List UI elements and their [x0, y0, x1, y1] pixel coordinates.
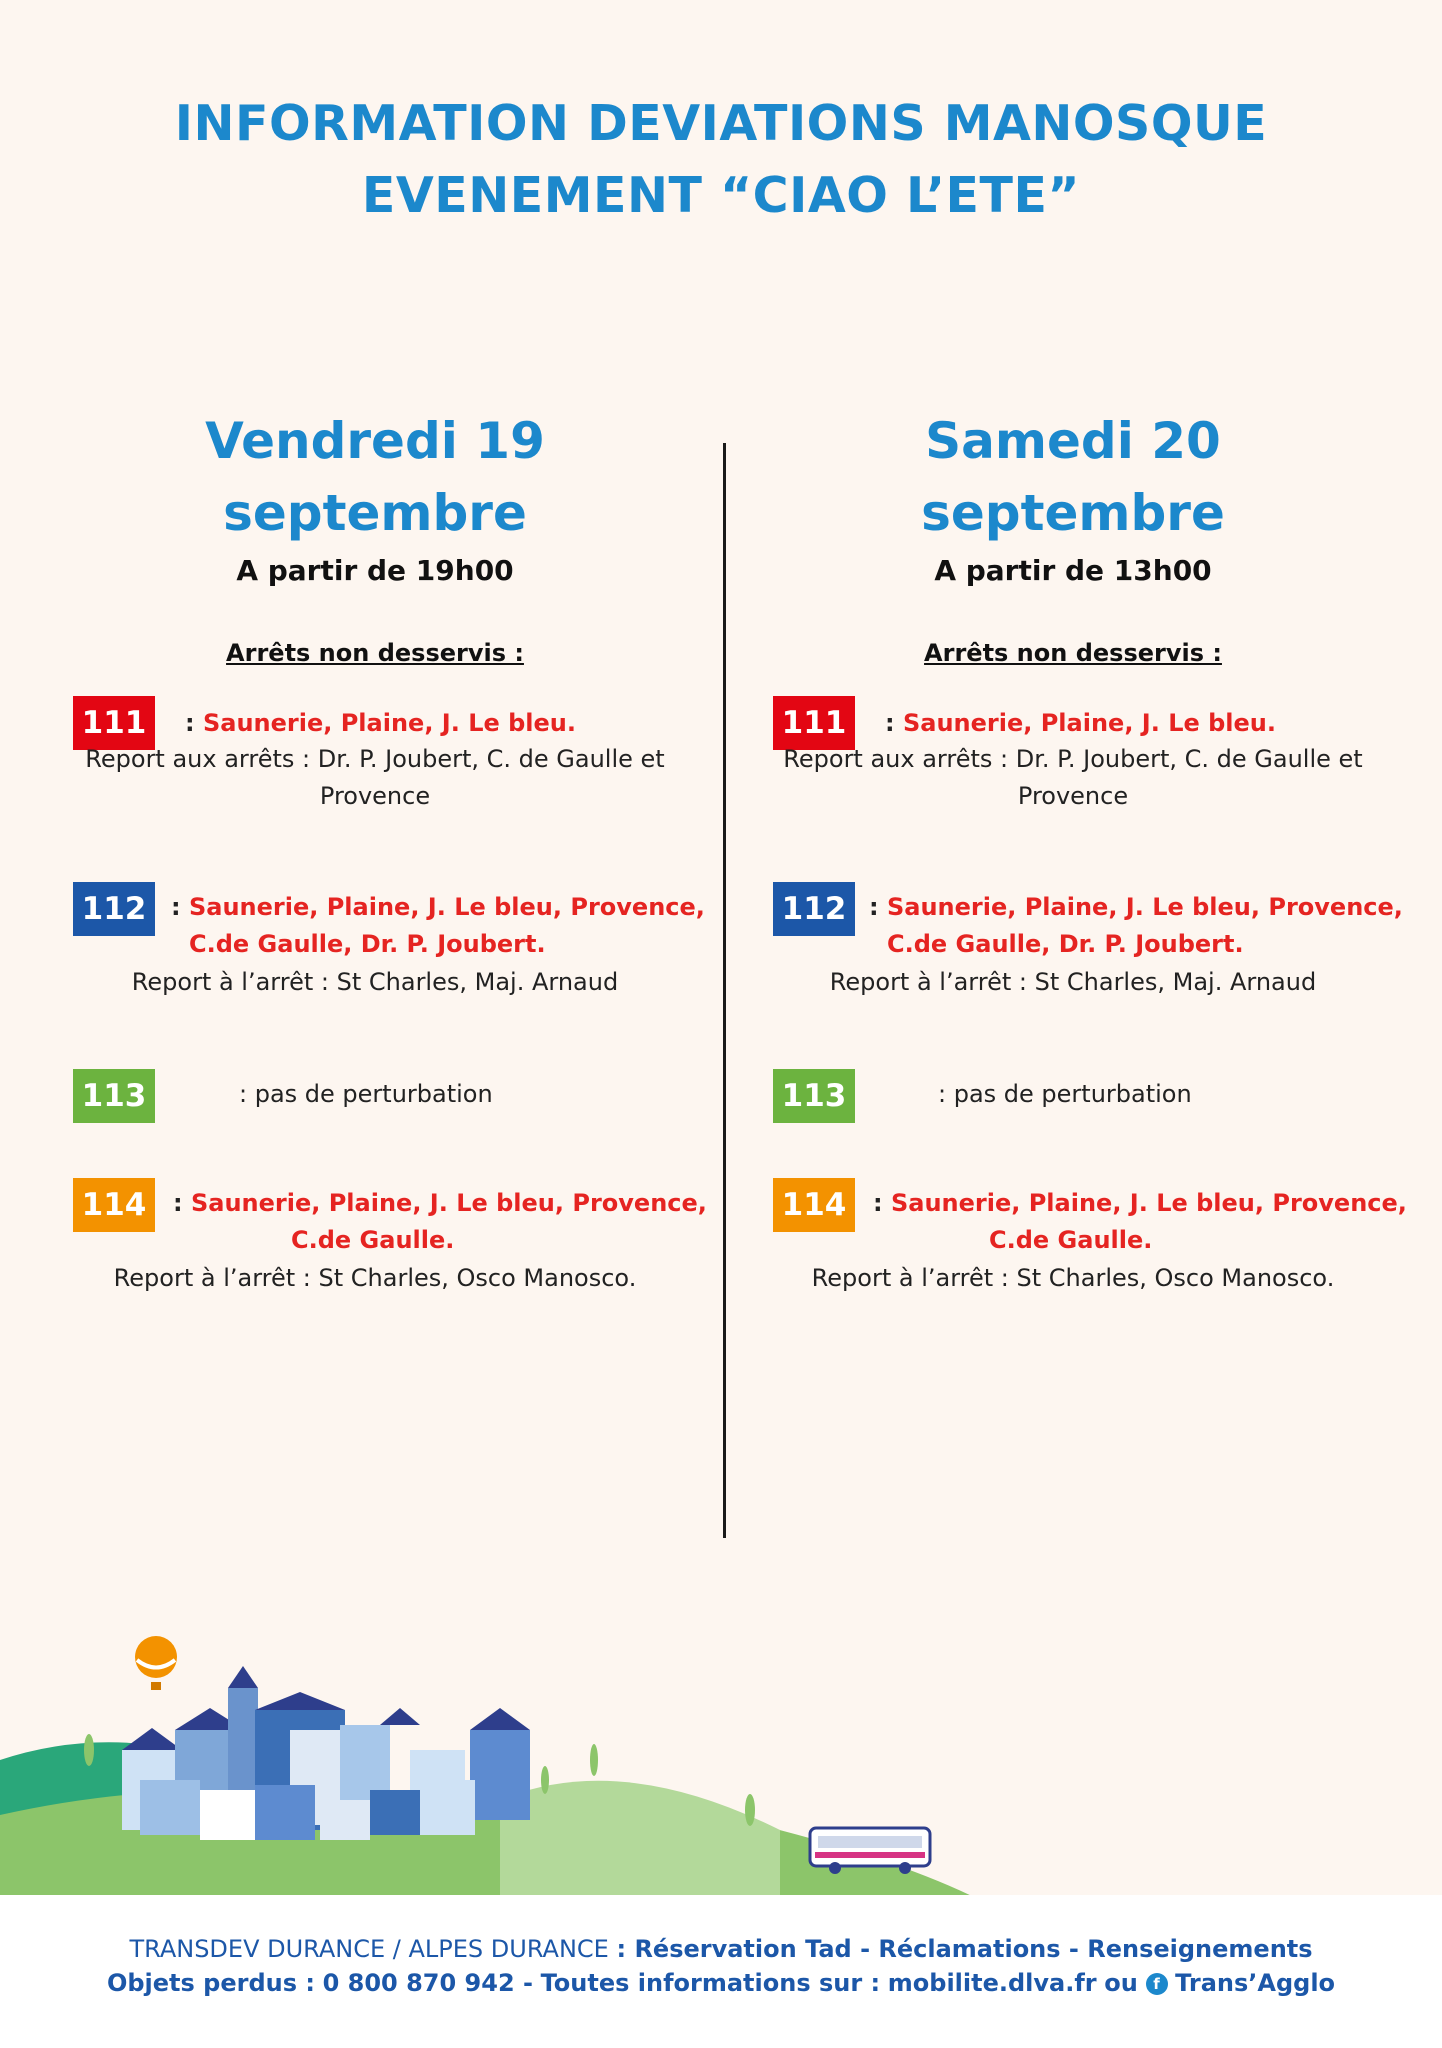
footer-line-2: [0, 1969, 1442, 1997]
hill-pale: [500, 1781, 780, 1900]
hot-air-balloon-icon: [135, 1636, 177, 1690]
lines-list: [25, 671, 725, 1571]
line-112-report: Report à l’arrêt : St Charles, Maj. Arnaud: [131, 968, 619, 996]
day-heading-line-1: Samedi 20: [925, 412, 1221, 470]
line-112-report: Report à l’arrêt : St Charles, Maj. Arnaud: [829, 968, 1317, 996]
page-title: [0, 88, 1442, 232]
line-badge-113: 113: [73, 1069, 155, 1123]
line-114-stops: : Saunerie, Plaine, J. Le bleu, Provence,: [873, 1189, 1407, 1217]
facebook-page-link[interactable]: Trans’Agglo: [1175, 1969, 1336, 1997]
lost-objects-label: Objets perdus :: [106, 1969, 315, 1997]
day-heading-line-2: septembre: [921, 484, 1225, 542]
facebook-icon: f: [1146, 1973, 1168, 1995]
lines-list: [723, 671, 1423, 1571]
line-badge-111: 111: [73, 696, 155, 750]
title-line-1: INFORMATION DEVIATIONS MANOSQUE: [174, 95, 1268, 152]
village-houses: [122, 1666, 530, 1840]
line-113-status: : pas de perturbation: [239, 1080, 493, 1108]
footer-line-1: [0, 1935, 1442, 1963]
start-time: A partir de 19h00: [236, 554, 514, 587]
village-landscape-illustration: [0, 1600, 1442, 1900]
day-heading-line-2: septembre: [223, 484, 527, 542]
stops-not-served-heading: Arrêts non desservis :: [924, 639, 1222, 667]
day-heading: [25, 405, 725, 549]
line-114-stops-cont: C.de Gaulle.: [291, 1226, 455, 1254]
phone-number[interactable]: 0 800 870 942 -: [322, 1969, 533, 1997]
or-text: ou: [1104, 1969, 1138, 1997]
line-badge-112: 112: [773, 882, 855, 936]
services-text: : Réservation Tad - Réclamations - Renseignements: [616, 1935, 1313, 1963]
line-114-stops: : Saunerie, Plaine, J. Le bleu, Provence,: [173, 1189, 707, 1217]
line-113-status: : pas de perturbation: [938, 1080, 1192, 1108]
title-line-2: EVENEMENT “CIAO L’ETE”: [361, 167, 1081, 224]
line-112-stops: : Saunerie, Plaine, J. Le bleu, Provence,: [869, 893, 1403, 921]
line-114-stops-cont: C.de Gaulle.: [989, 1226, 1153, 1254]
info-label: Toutes informations sur :: [540, 1969, 881, 1997]
line-111-stops: : Saunerie, Plaine, J. Le bleu.: [885, 709, 1276, 737]
line-112-stops-cont: C.de Gaulle, Dr. P. Joubert.: [887, 930, 1244, 958]
line-111-report: Report aux arrêts : Dr. P. Joubert, C. de Gaulle et Provence: [85, 745, 665, 810]
line-badge-113: 113: [773, 1069, 855, 1123]
company-name: TRANSDEV DURANCE / ALPES DURANCE: [129, 1935, 609, 1963]
bus-icon: [810, 1828, 930, 1874]
line-badge-114: 114: [73, 1178, 155, 1232]
day-heading-line-1: Vendredi 19: [205, 412, 545, 470]
footer: [0, 1895, 1442, 2048]
line-badge-111: 111: [773, 696, 855, 750]
line-112-stops: : Saunerie, Plaine, J. Le bleu, Provence,: [171, 893, 705, 921]
line-112-stops-cont: C.de Gaulle, Dr. P. Joubert.: [189, 930, 546, 958]
line-badge-112: 112: [73, 882, 155, 936]
stops-not-served-heading: Arrêts non desservis :: [226, 639, 524, 667]
line-111-stops: : Saunerie, Plaine, J. Le bleu.: [185, 709, 576, 737]
line-111-report: Report aux arrêts : Dr. P. Joubert, C. de Gaulle et Provence: [783, 745, 1363, 810]
line-badge-114: 114: [773, 1178, 855, 1232]
website-link[interactable]: mobilite.dlva.fr: [887, 1969, 1097, 1997]
day-heading: [723, 405, 1423, 549]
line-114-report: Report à l’arrêt : St Charles, Osco Manosco.: [811, 1264, 1335, 1292]
day-column-friday: [25, 405, 725, 1571]
day-column-saturday: [723, 405, 1423, 1571]
line-114-report: Report à l’arrêt : St Charles, Osco Manosco.: [113, 1264, 637, 1292]
start-time: A partir de 13h00: [934, 554, 1212, 587]
